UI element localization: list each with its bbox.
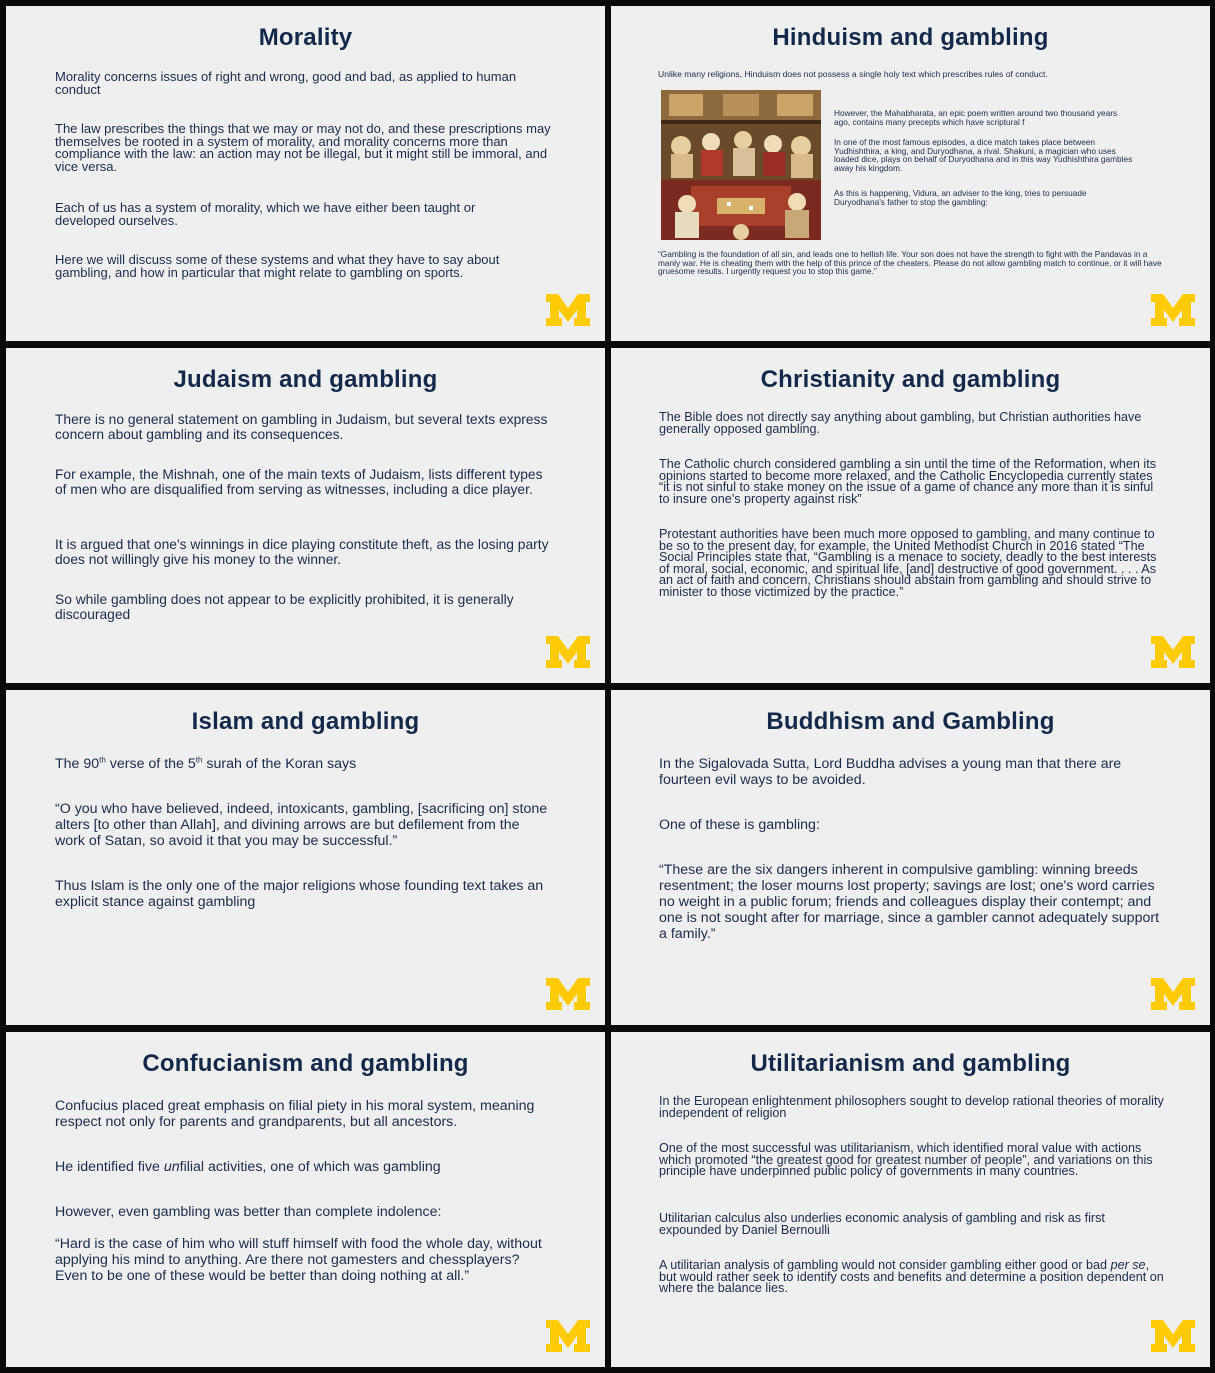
confucius-quote: “Hard is the case of him who will stuff himself with food the whole day, without applying his mind to anything. Are there not gamesters and chessplayers? Even to be one of these would be better than doing nothing at all.” (55, 1236, 542, 1284)
paragraph: In the European enlightenment philosophers sought to develop rational theories of morality independent of religion (659, 1094, 1164, 1120)
slide-buddhism (611, 690, 1210, 1025)
slide-title: Hinduism and gambling (772, 24, 1049, 51)
paragraph: Thus Islam is the only one of the major religions whose founding text takes an explicit stance against gambling (55, 878, 544, 910)
paragraph: One of these is gambling: (659, 817, 820, 833)
paragraph: The Catholic church considered gambling a sin until the time of the Reformation, when its opinions started to become more relaxed, and the Catholic Encyclopedia currently states “it is not sinful to stake money on the issue of a game of chance any more than it is sinful to insure one's property against risk” (659, 457, 1157, 506)
side-paragraph: As this is happening, Vidura, an adviser to the king, tries to persuade Duryodhana's father to stop the gambling: (834, 188, 1087, 207)
paragraph: One of the most successful was utilitarianism, which identified moral value with actions which promoted “the greatest good for greatest number of people”, and variations on this principle have underpinned public policy of governments in many countries. (659, 1141, 1153, 1178)
paragraph: Protestant authorities have been much more opposed to gambling, and many continue to be so to the present day, for example, the United Methodist Church in 2016 stated “The Social Principles state that, “Gambling is a menace to society, deadly to the best interests of moral, social, economic, and spiritual life, [and] destructive of good government. . . . As an act of faith and concern, Christians should abstain from gambling and should strive to minister to those victimized by the practice.” (659, 527, 1157, 599)
mahabharata-painting (661, 90, 821, 240)
paragraph: However, even gambling was better than complete indolence: (55, 1204, 442, 1220)
slide-christianity (611, 348, 1210, 683)
paragraph: Each of us has a system of morality, which we have either been taught or developed ourselves. (55, 200, 476, 228)
paragraph: The Bible does not directly say anything about gambling, but Christian authorities have generally opposed gambling. (659, 410, 1142, 436)
slide-confucianism (6, 1032, 605, 1367)
slide-title: Judaism and gambling (173, 366, 438, 393)
vidura-quote: “Gambling is the foundation of all sin, and leads one to hellish life. Your son does not have the strength to fight with the Pandavas in a manly war. He is cheating them with the help of this prince of the cheaters. Please do not allow gambling match to continue, or it will have gruesome results. I urgently request you to stop this game.” (658, 249, 1162, 276)
slide-title: Utilitarianism and gambling (750, 1050, 1071, 1077)
verse-reference: The 90th verse of the 5th surah of the Koran says (55, 755, 357, 772)
side-paragraph: However, the Mahabharata, an epic poem written around two thousand years ago, contains many precepts which have scriptural f (834, 108, 1118, 127)
paragraph: Utilitarian calculus also underlies economic analysis of gambling and risk as first expounded by Daniel Bernoulli (659, 1211, 1105, 1237)
side-paragraph: In one of the most famous episodes, a dice match takes place between Yudhishthira, a king, and Duryodhana, a rival. Shakuni, a magician who uses loaded dice, plays on behalf of Duryodhana and in this way Yudhishthira gambles away his kingdom. (834, 137, 1133, 173)
slide-morality (6, 6, 605, 341)
block-m-icon (1150, 293, 1196, 327)
paragraph: Here we will discuss some of these systems and what they have to say about gambling, and how in particular that might relate to gambling on sports. (55, 252, 500, 280)
block-m-icon (545, 635, 591, 669)
block-m-icon (1150, 635, 1196, 669)
block-m-icon (545, 1319, 591, 1353)
block-m-icon (545, 293, 591, 327)
paragraph: The law prescribes the things that we may or may not do, and these prescriptions may themselves be rooted in a system of morality, and morality concerns more than compliance with the law: an action may not be illegal, but it might still be immoral, and vice versa. (55, 121, 551, 174)
slide-hinduism (611, 6, 1210, 341)
koran-quote: “O you who have believed, indeed, intoxicants, gambling, [sacrificing on] stone alters [to other than Allah], and divining arrows are but defilement from the work of Satan, so avoid it that you may be successful.” (55, 801, 548, 849)
slide-title: Morality (258, 24, 353, 51)
block-m-icon (1150, 1319, 1196, 1353)
intro-text: Unlike many religions, Hinduism does not possess a single holy text which prescribes rules of conduct. (658, 69, 1048, 79)
slide-judaism (6, 348, 605, 683)
block-m-icon (1150, 977, 1196, 1011)
paragraph: Morality concerns issues of right and wrong, good and bad, as applied to human conduct (55, 69, 517, 97)
paragraph: A utilitarian analysis of gambling would not consider gambling either good or bad per se, but would rather seek to identify costs and benefits and determine a position dependent on where the balance lies. (659, 1258, 1164, 1295)
block-m-icon (545, 977, 591, 1011)
slide-islam (6, 690, 605, 1025)
paragraph: In the Sigalovada Sutta, Lord Buddha advises a young man that there are fourteen evil ways to be avoided. (659, 756, 1122, 788)
sutta-quote: “These are the six dangers inherent in compulsive gambling: winning breeds resentment; the loser mourns lost property; savings are lost; one's word carries no weight in a public forum; friends and colleagues display their contempt; and one is not sought after for marriage, since a gambler cannot adequately support a family.” (659, 862, 1160, 942)
paragraph: He identified five unfilial activities, one of which was gambling (55, 1159, 441, 1175)
paragraph: So while gambling does not appear to be explicitly prohibited, it is generally discouraged (55, 592, 514, 622)
paragraph: Confucius placed great emphasis on filial piety in his moral system, meaning respect not only for parents and grandparents, but all ancestors. (55, 1098, 535, 1130)
slide-title: Islam and gambling (191, 708, 420, 735)
paragraph: There is no general statement on gambling in Judaism, but several texts express concern about gambling and its consequences. (55, 412, 548, 442)
paragraph: It is argued that one's winnings in dice playing constitute theft, as the losing party does not willingly give his money to the winner. (55, 537, 549, 567)
slide-utilitarianism (611, 1032, 1210, 1367)
slide-title: Buddhism and Gambling (766, 708, 1055, 735)
slide-title: Christianity and gambling (760, 366, 1061, 393)
slide-title: Confucianism and gambling (142, 1050, 469, 1077)
paragraph: For example, the Mishnah, one of the main texts of Judaism, lists different types of men who are disqualified from serving as witnesses, including a dice player. (55, 467, 543, 497)
